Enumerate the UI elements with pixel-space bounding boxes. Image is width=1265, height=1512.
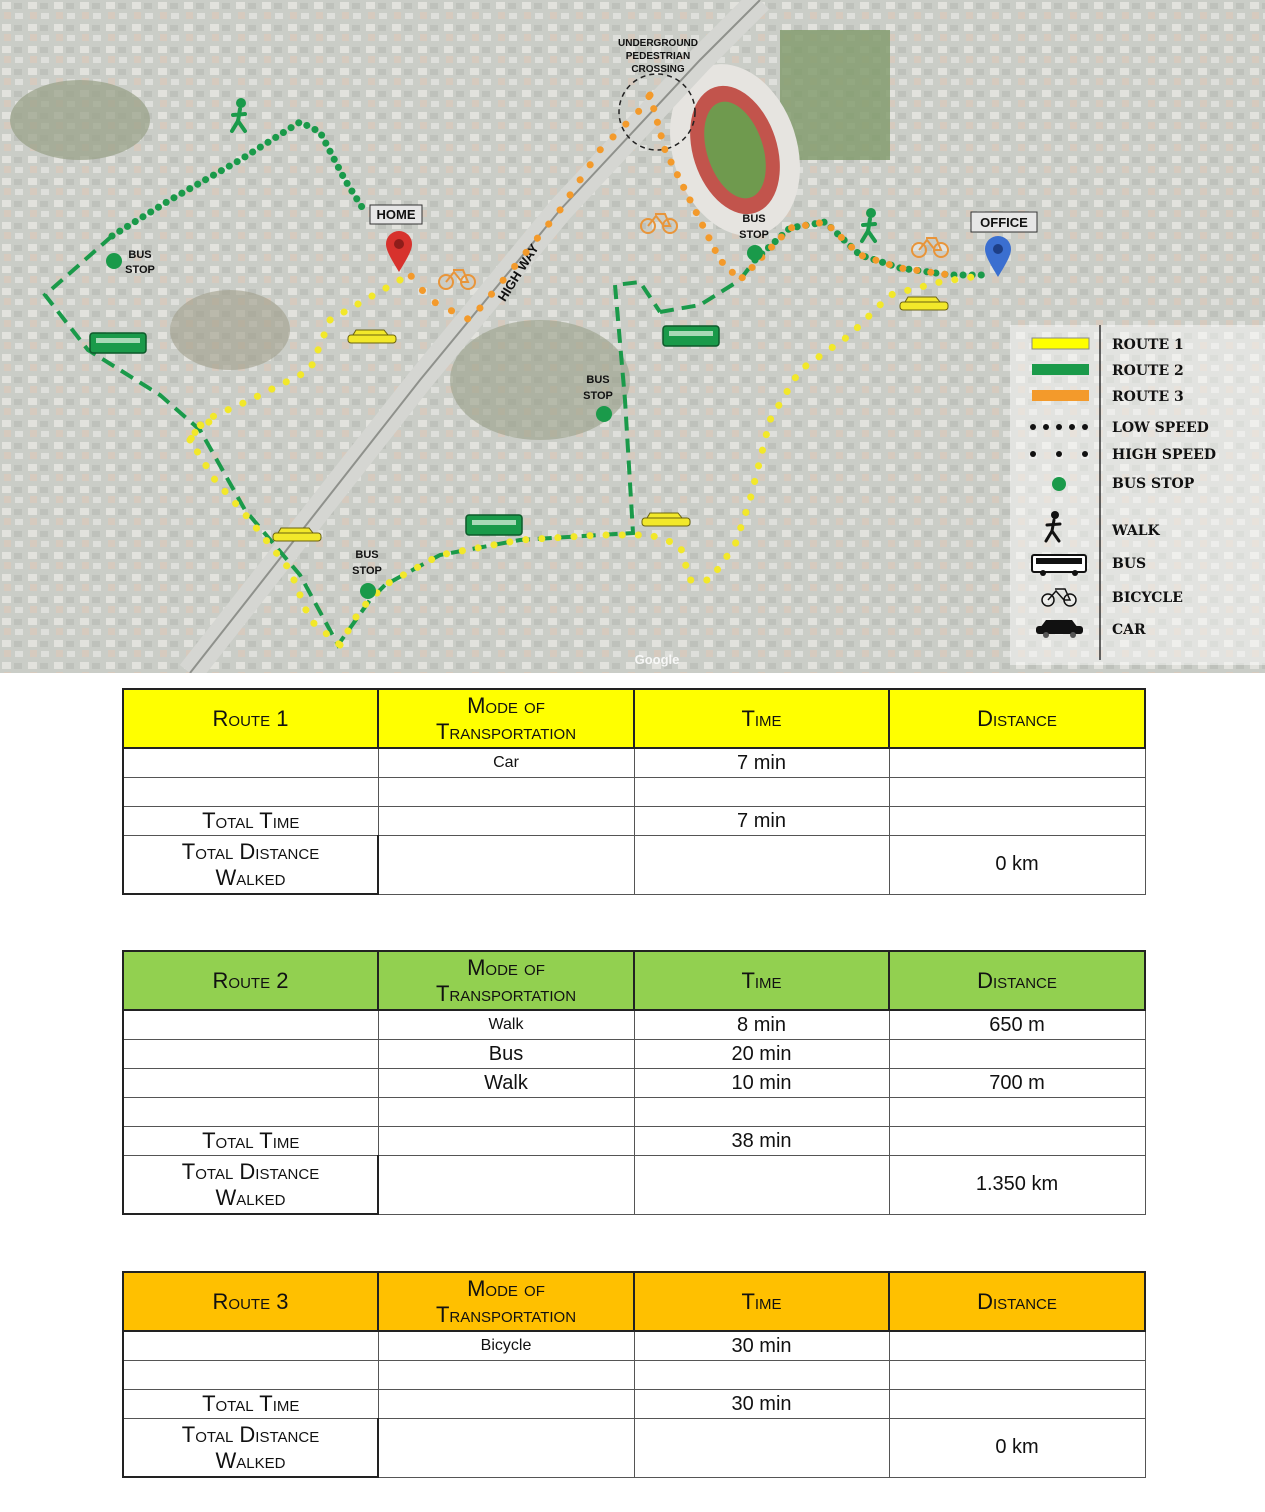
distance-header: Distance <box>889 1272 1145 1331</box>
total-time-row <box>123 807 1145 836</box>
table-row <box>123 1040 1145 1069</box>
route-2-table <box>122 950 1146 1215</box>
green-circle-icon <box>1052 477 1066 491</box>
distance-cell <box>889 1361 1145 1390</box>
time-header: Time <box>634 689 889 748</box>
table-row <box>123 1098 1145 1127</box>
mode-cell: Walk <box>378 1069 634 1098</box>
bus-legend-icon <box>1032 555 1086 576</box>
table-row <box>123 1010 1145 1040</box>
mode-cell: Walk <box>378 1010 634 1040</box>
time-cell: 30 min <box>634 1331 889 1361</box>
bus-stop-marker <box>747 245 763 261</box>
total-distance-label: Total Distance Walked <box>123 1156 378 1215</box>
bus-stop-label: BUS <box>586 374 610 386</box>
total-time-value: 38 min <box>634 1127 889 1156</box>
time-cell <box>634 1098 889 1127</box>
underground-label-3: CROSSING <box>631 64 685 75</box>
underground-label-1: UNDERGROUND <box>618 38 698 49</box>
distance-cell <box>889 1040 1145 1069</box>
bus-stop-label: BUS <box>128 249 152 261</box>
mode-cell <box>378 1098 634 1127</box>
total-time-value: 30 min <box>634 1390 889 1419</box>
route-header: Route 2 <box>123 951 378 1010</box>
table-row <box>123 748 1145 778</box>
route-header: Route 3 <box>123 1272 378 1331</box>
legend-route-1-label: ROUTE 1 <box>1112 337 1184 353</box>
total-time-row <box>123 1127 1145 1156</box>
bus-stop-label: BUS <box>355 549 379 561</box>
legend-bicycle-label: BICYCLE <box>1112 590 1183 606</box>
legend-route-1-swatch <box>1032 338 1089 349</box>
bus-icon <box>90 333 146 353</box>
distance-cell: 650 m <box>889 1010 1145 1040</box>
underground-label-2: PEDESTRIAN <box>625 51 691 62</box>
distance-cell <box>889 1098 1145 1127</box>
bus-stop-label: STOP <box>739 229 769 241</box>
mode-header: Mode of Transportation <box>378 689 634 748</box>
highway-label: HIGH WAY <box>494 241 542 304</box>
total-distance-value: 0 km <box>889 1419 1145 1478</box>
time-cell: 8 min <box>634 1010 889 1040</box>
total-time-row <box>123 1390 1145 1419</box>
mode-header: Mode of Transportation <box>378 951 634 1010</box>
legend-route-2-swatch <box>1032 364 1089 375</box>
total-distance-value: 0 km <box>889 836 1145 895</box>
total-distance-label: Total Distance Walked <box>123 1419 378 1478</box>
legend-car-label: CAR <box>1112 622 1146 638</box>
legend-bus-label: BUS <box>1112 556 1147 572</box>
distance-cell <box>889 778 1145 807</box>
total-distance-row <box>123 1419 1145 1478</box>
route-header: Route 1 <box>123 689 378 748</box>
distance-header: Distance <box>889 689 1145 748</box>
total-distance-row <box>123 1156 1145 1215</box>
bus-stop-label: STOP <box>352 565 382 577</box>
legend-walk-label: WALK <box>1112 523 1160 539</box>
legend-low-speed-label: LOW SPEED <box>1112 420 1209 436</box>
legend-bus-stop-label: BUS STOP <box>1112 476 1195 492</box>
time-cell: 10 min <box>634 1069 889 1098</box>
map-canvas <box>0 0 1265 673</box>
time-cell: 20 min <box>634 1040 889 1069</box>
google-watermark: Google <box>634 652 680 667</box>
time-header: Time <box>634 951 889 1010</box>
legend-high-speed-label: HIGH SPEED <box>1112 447 1216 463</box>
route-1-table <box>122 688 1146 895</box>
distance-cell: 700 m <box>889 1069 1145 1098</box>
table-row <box>123 1069 1145 1098</box>
total-time-label: Total Time <box>123 1127 378 1156</box>
table-header-row <box>123 951 1145 1010</box>
office-label: OFFICE <box>980 215 1028 230</box>
total-time-value: 7 min <box>634 807 889 836</box>
bus-stop-label: STOP <box>583 390 613 402</box>
total-time-label: Total Time <box>123 807 378 836</box>
bus-stop-label: BUS <box>742 213 766 225</box>
mode-cell <box>378 778 634 807</box>
table-row <box>123 1361 1145 1390</box>
total-distance-value: 1.350 km <box>889 1156 1145 1215</box>
distance-header: Distance <box>889 951 1145 1010</box>
legend-route-3-label: ROUTE 3 <box>1112 389 1184 405</box>
time-header: Time <box>634 1272 889 1331</box>
bus-stop-marker <box>596 406 612 422</box>
time-cell <box>634 778 889 807</box>
table-header-row <box>123 689 1145 748</box>
legend <box>1010 325 1265 665</box>
legend-route-3-swatch <box>1032 390 1089 401</box>
route-3-table <box>122 1271 1146 1478</box>
table-header-row <box>123 1272 1145 1331</box>
table-row <box>123 1331 1145 1361</box>
bus-stop-label: STOP <box>125 264 155 276</box>
mode-cell: Bicycle <box>378 1331 634 1361</box>
mode-cell <box>378 1361 634 1390</box>
bus-icon <box>663 326 719 346</box>
table-row <box>123 778 1145 807</box>
time-cell <box>634 1361 889 1390</box>
bus-icon <box>466 515 522 535</box>
mode-cell: Bus <box>378 1040 634 1069</box>
bus-stop-marker <box>360 583 376 599</box>
distance-cell <box>889 748 1145 778</box>
time-cell: 7 min <box>634 748 889 778</box>
mode-header: Mode of Transportation <box>378 1272 634 1331</box>
distance-cell <box>889 1331 1145 1361</box>
total-distance-label: Total Distance Walked <box>123 836 378 895</box>
route-map <box>0 0 1265 673</box>
home-label: HOME <box>376 207 416 222</box>
bus-stop-marker <box>106 253 122 269</box>
legend-route-2-label: ROUTE 2 <box>1112 363 1184 379</box>
mode-cell: Car <box>378 748 634 778</box>
total-distance-row <box>123 836 1145 895</box>
total-time-label: Total Time <box>123 1390 378 1419</box>
